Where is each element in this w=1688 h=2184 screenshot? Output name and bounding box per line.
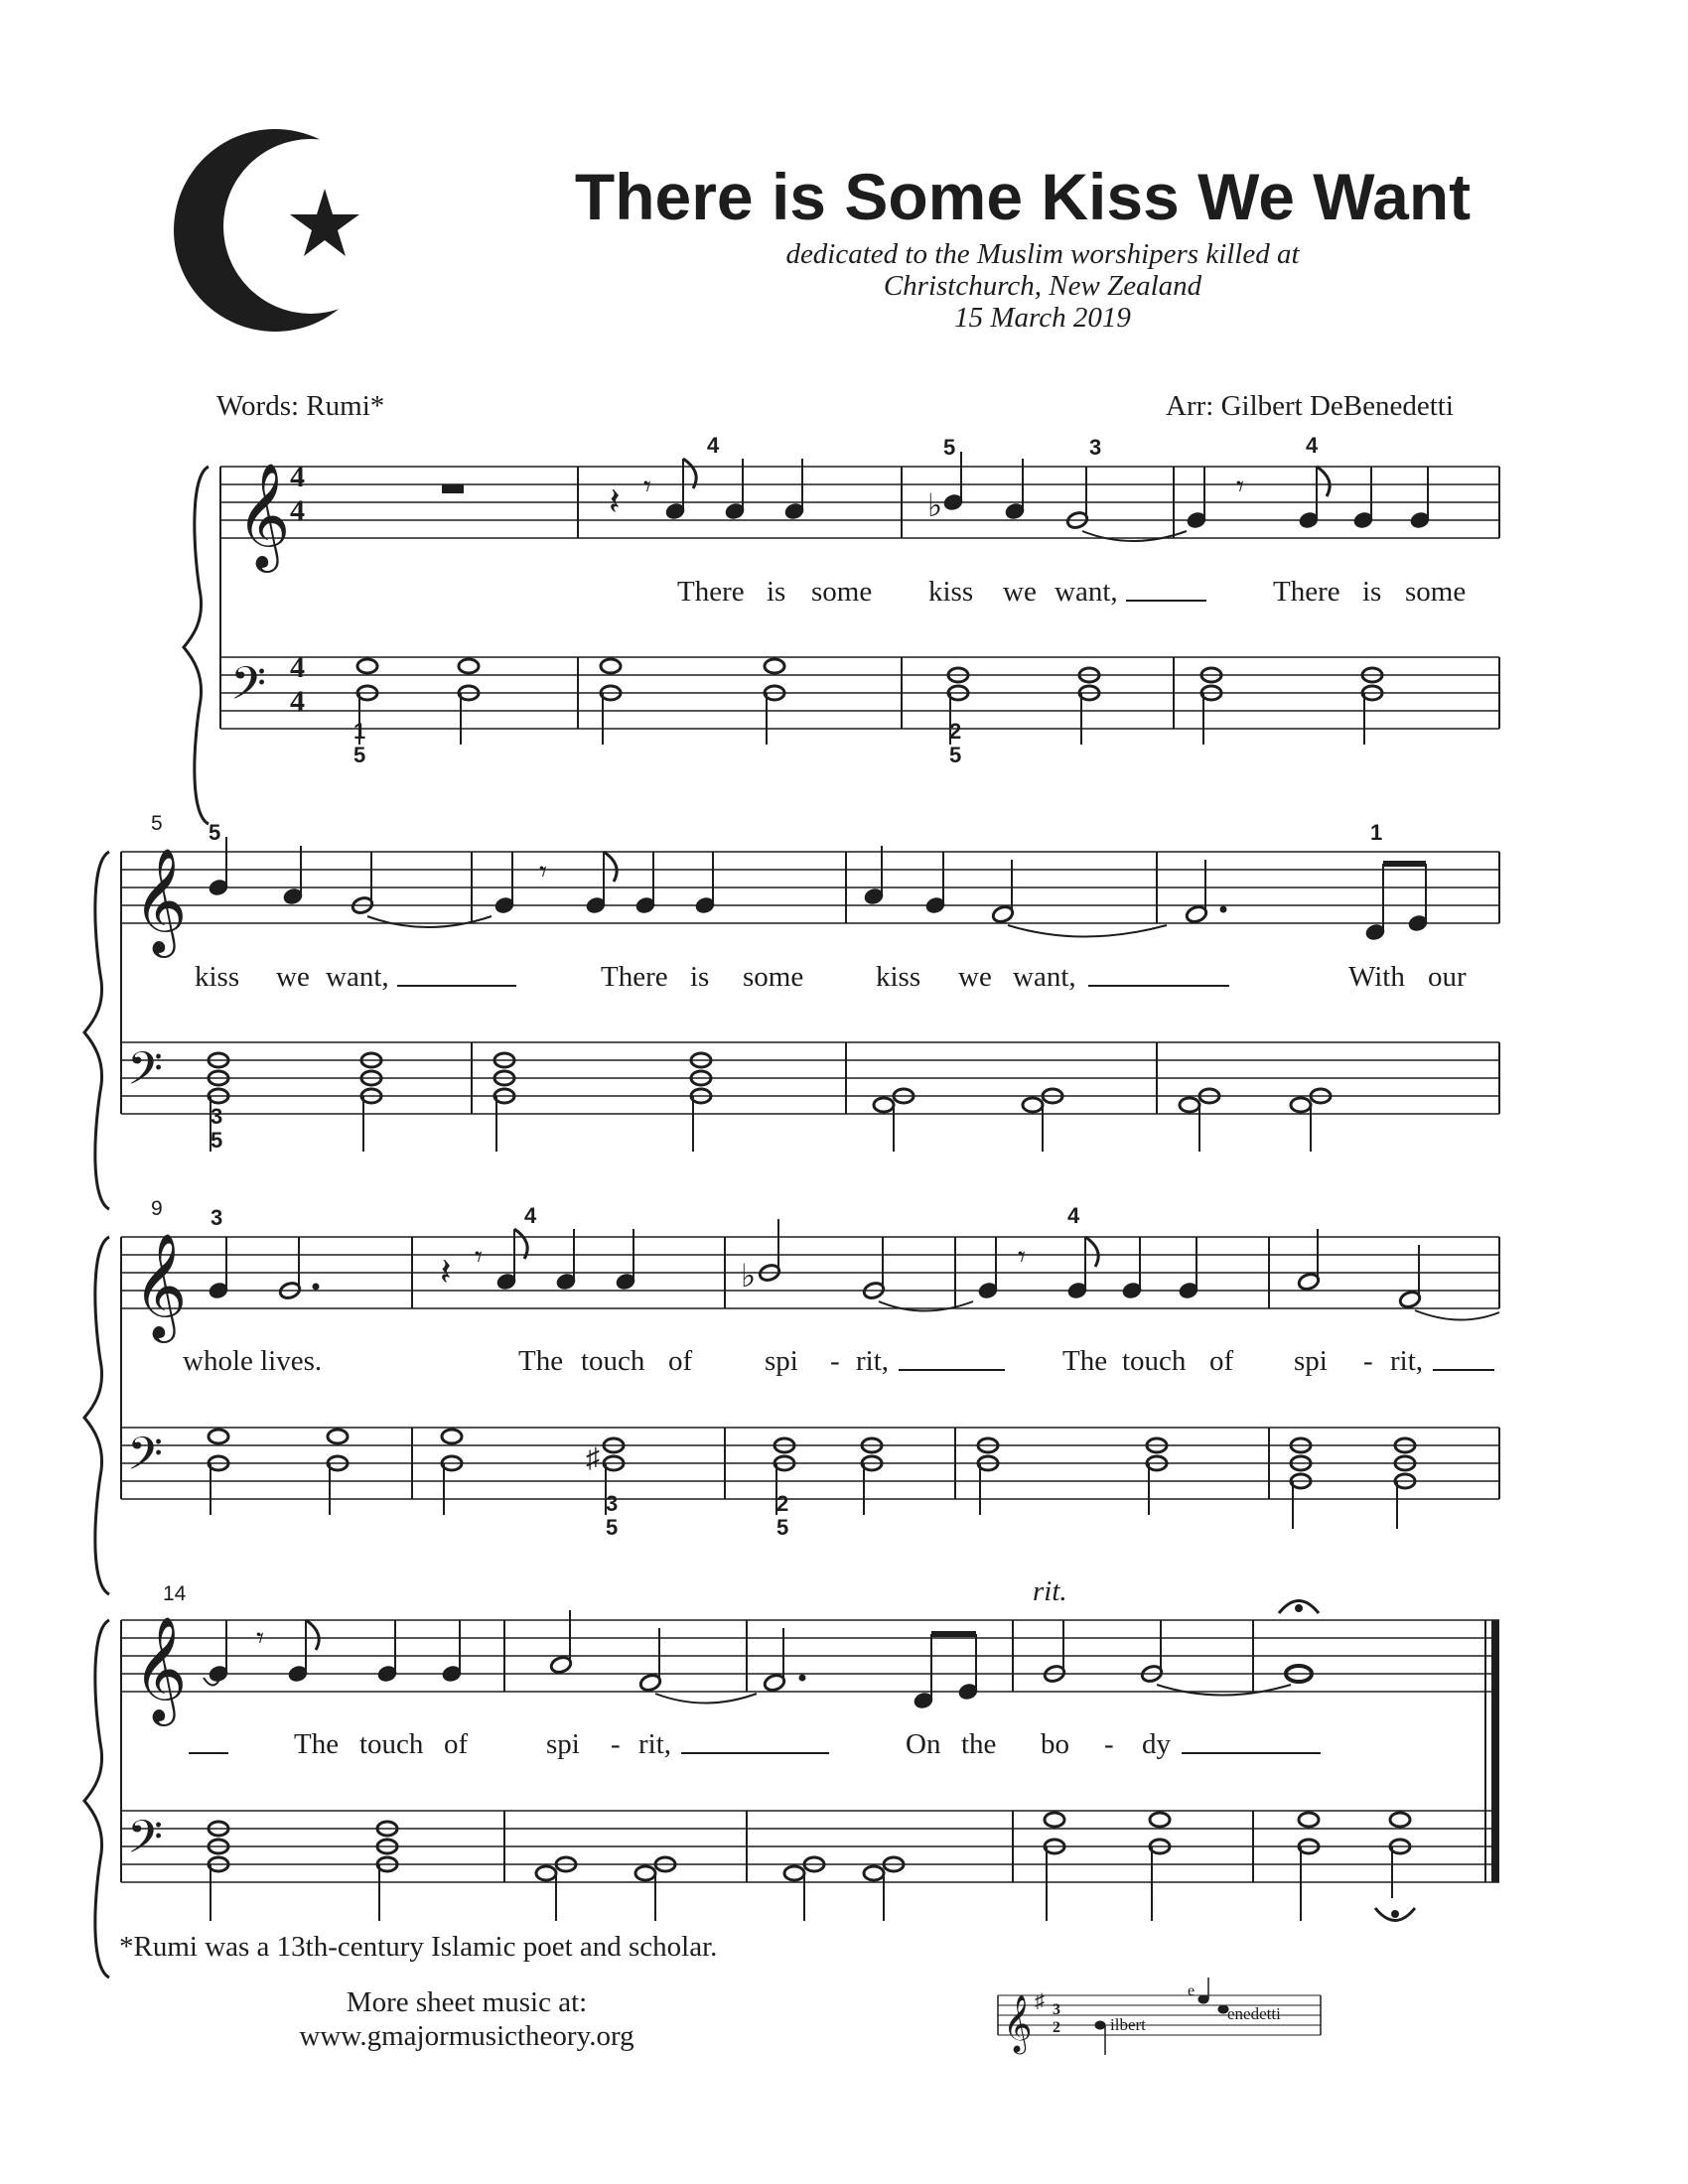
svg-text:4: 4 xyxy=(290,494,305,527)
lyric: spi xyxy=(765,1345,798,1377)
fingering: 4 xyxy=(707,433,720,458)
svg-text:♯: ♯ xyxy=(586,1443,600,1474)
lyric: rit, xyxy=(856,1345,890,1377)
measure-number: 9 xyxy=(151,1197,163,1220)
svg-text:𝄢: 𝄢 xyxy=(127,1430,164,1491)
fingering: 3 xyxy=(211,1205,223,1230)
footnote: *Rumi was a 13th-century Islamic poet and scholar. xyxy=(119,1931,718,1963)
fingering: 3 xyxy=(606,1491,619,1516)
lyric: whole lives. xyxy=(183,1345,323,1377)
lyric: - xyxy=(1104,1728,1114,1760)
arranger-credit: Arr: Gilbert DeBenedetti xyxy=(1166,390,1454,422)
fingering: 1 xyxy=(1370,820,1383,845)
lyric: we xyxy=(1003,576,1037,608)
song-title: There is Some Kiss We Want xyxy=(574,160,1472,233)
lyric: of xyxy=(444,1728,469,1760)
lyric: rit, xyxy=(638,1728,672,1760)
lyric: want, xyxy=(326,961,389,993)
fingering: 5 xyxy=(949,743,962,767)
svg-text:♭: ♭ xyxy=(927,487,943,523)
system-3 xyxy=(84,1219,1499,1594)
fingering: 2 xyxy=(776,1491,789,1516)
svg-text:𝄾: 𝄾 xyxy=(256,1622,264,1655)
lyric: bo xyxy=(1041,1728,1069,1760)
svg-text:𝄢: 𝄢 xyxy=(127,1813,164,1874)
lyric: kiss xyxy=(195,961,240,993)
svg-text:2: 2 xyxy=(1053,2019,1060,2036)
dedication-line-1: dedicated to the Muslim worshipers killed at xyxy=(785,238,1300,270)
system-1 xyxy=(184,452,1499,824)
fingering: 3 xyxy=(211,1104,223,1129)
lyric: rit, xyxy=(1390,1345,1424,1377)
fingering: 4 xyxy=(1067,1203,1080,1228)
lyric: the xyxy=(961,1728,997,1760)
lyric: With xyxy=(1348,961,1405,993)
lyric: - xyxy=(1363,1345,1373,1377)
svg-text:𝄞: 𝄞 xyxy=(133,850,188,951)
lyric: is xyxy=(767,576,786,608)
svg-text:𝄞: 𝄞 xyxy=(133,1235,188,1336)
lyric: The xyxy=(1062,1345,1108,1377)
lyric: dy xyxy=(1142,1728,1171,1760)
svg-text:4: 4 xyxy=(290,651,305,684)
svg-text:3: 3 xyxy=(1053,2001,1060,2018)
svg-text:𝄞: 𝄞 xyxy=(133,1618,188,1719)
svg-text:𝄾: 𝄾 xyxy=(1018,1241,1026,1274)
fingering: 5 xyxy=(353,743,366,767)
lyric: On xyxy=(906,1728,941,1760)
signature-logo xyxy=(998,1978,1321,2055)
lyric: spi xyxy=(1294,1345,1328,1377)
fingering: 5 xyxy=(606,1515,619,1540)
system-4 xyxy=(84,1601,1499,1979)
lyric: some xyxy=(1405,576,1467,608)
fingering: 4 xyxy=(1306,433,1319,458)
fingering: 5 xyxy=(209,820,221,845)
lyric: want, xyxy=(1013,961,1076,993)
lyric: touch xyxy=(1122,1345,1187,1377)
lyric: The xyxy=(518,1345,564,1377)
lyric: touch xyxy=(359,1728,424,1760)
lyric: is xyxy=(690,961,710,993)
more-music-label: More sheet music at: xyxy=(346,1986,588,2018)
fingering: 4 xyxy=(524,1203,537,1228)
svg-text:♭: ♭ xyxy=(741,1258,757,1294)
svg-text:𝄾: 𝄾 xyxy=(539,856,547,888)
svg-text:𝄽: 𝄽 xyxy=(609,481,621,523)
measure-number: 14 xyxy=(163,1582,187,1605)
svg-text:𝄽: 𝄽 xyxy=(440,1252,452,1294)
tempo-marking: rit. xyxy=(1033,1575,1067,1607)
fingering: 2 xyxy=(949,719,962,744)
svg-text:𝄢: 𝄢 xyxy=(127,1044,164,1106)
svg-text:𝄢: 𝄢 xyxy=(230,659,267,721)
svg-text:𝄞: 𝄞 xyxy=(236,465,291,566)
svg-text:e: e xyxy=(1188,1982,1196,1999)
svg-text:𝄾: 𝄾 xyxy=(643,471,651,503)
lyric: touch xyxy=(581,1345,645,1377)
lyric: There xyxy=(1273,576,1340,608)
svg-text:𝄾: 𝄾 xyxy=(475,1241,483,1274)
lyric: kiss xyxy=(928,576,974,608)
svg-text:4: 4 xyxy=(290,461,305,493)
svg-text:𝄞: 𝄞 xyxy=(1003,1995,1033,2051)
lyric: There xyxy=(677,576,745,608)
dedication-line-2: Christchurch, New Zealand xyxy=(883,270,1202,302)
fingering: 1 xyxy=(353,719,366,744)
website-link[interactable]: www.gmajormusictheory.org xyxy=(299,2020,634,2052)
lyric: kiss xyxy=(876,961,921,993)
lyric: some xyxy=(811,576,873,608)
lyric: spi xyxy=(546,1728,580,1760)
lyric: we xyxy=(958,961,992,993)
dedication-line-3: 15 March 2019 xyxy=(954,302,1131,334)
lyric: is xyxy=(1362,576,1382,608)
measure-number: 5 xyxy=(151,812,163,835)
words-credit: Words: Rumi* xyxy=(216,390,385,422)
lyric: want, xyxy=(1055,576,1118,608)
lyric: of xyxy=(1209,1345,1234,1377)
fingering: 5 xyxy=(211,1128,223,1153)
lyric: - xyxy=(611,1728,621,1760)
system-2 xyxy=(84,837,1499,1209)
svg-text:ilbert: ilbert xyxy=(1110,2015,1146,2034)
lyric: There xyxy=(601,961,668,993)
lyric: some xyxy=(743,961,804,993)
lyric: we xyxy=(276,961,310,993)
lyric: of xyxy=(668,1345,693,1377)
lyric: - xyxy=(830,1345,840,1377)
fingering: 3 xyxy=(1089,435,1102,460)
svg-text:𝄾: 𝄾 xyxy=(1236,471,1244,503)
lyric: our xyxy=(1428,961,1467,993)
lyric: The xyxy=(294,1728,340,1760)
svg-text:enedetti: enedetti xyxy=(1227,2004,1281,2023)
svg-text:♯: ♯ xyxy=(1035,1990,1045,2012)
more-music-info xyxy=(238,1985,695,2053)
fingering: 5 xyxy=(943,435,956,460)
svg-text:4: 4 xyxy=(290,685,305,718)
fingering: 5 xyxy=(776,1515,789,1540)
